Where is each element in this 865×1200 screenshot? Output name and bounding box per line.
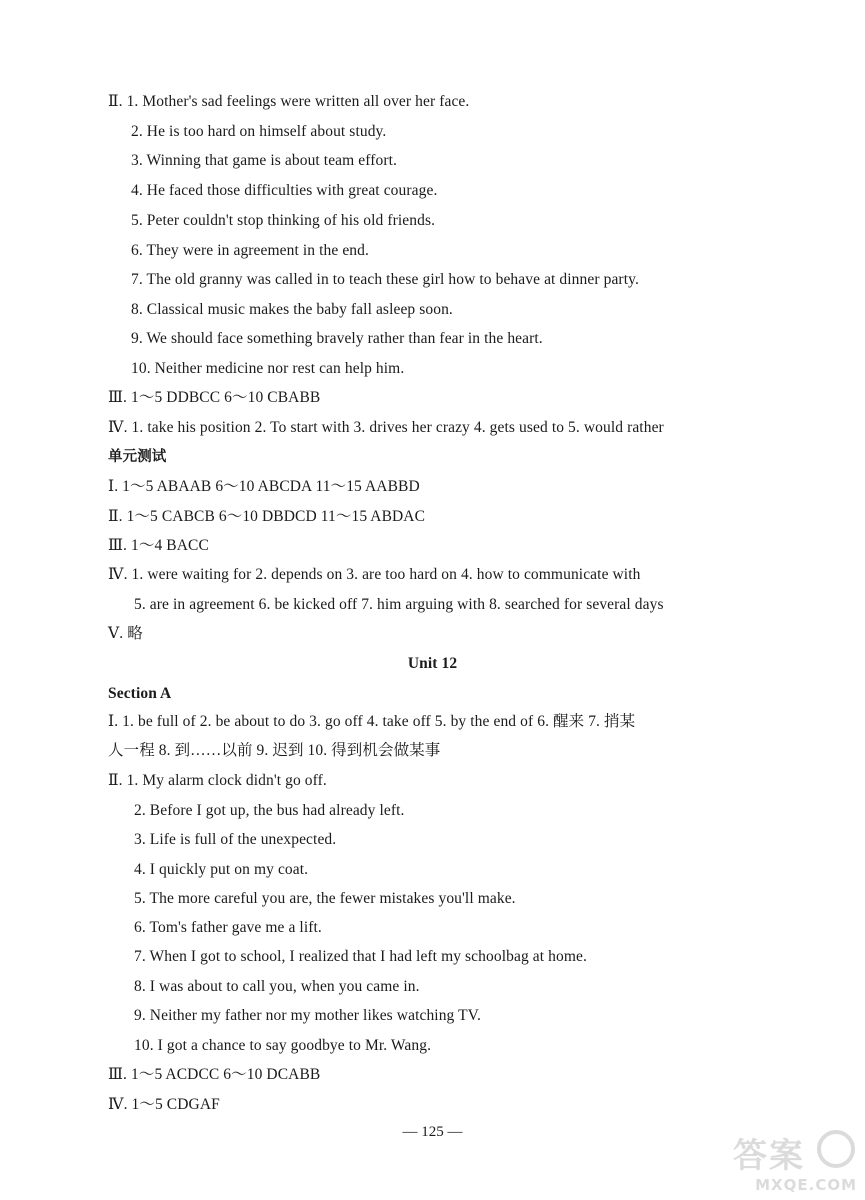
answer-line: 9. We should face something bravely rather than fear in the heart. <box>131 330 543 347</box>
answer-line: Ⅳ. 1. were waiting for 2. depends on 3. are too hard on 4. how to communicate with <box>108 566 641 583</box>
answer-line: 3. Life is full of the unexpected. <box>134 831 337 848</box>
answer-line: 8. Classical music makes the baby fall asleep soon. <box>131 301 453 318</box>
watermark-text: 答案 <box>733 1136 805 1176</box>
answer-line: 3. Winning that game is about team effort. <box>131 152 398 169</box>
answer-line: 7. When I got to school, I realized that I had left my schoolbag at home. <box>134 948 587 965</box>
answer-line: Ⅲ. 1～5 DDBCC 6～10 CBABB <box>108 389 321 406</box>
answer-line: 人一程 8. 到……以前 9. 迟到 10. 得到机会做某事 <box>108 742 441 759</box>
answer-line: 5. The more careful you are, the fewer mistakes you'll make. <box>134 890 516 907</box>
answer-line: Ⅲ. 1～5 ACDCC 6～10 DCABB <box>108 1066 321 1083</box>
answer-line: Ⅱ. 1. My alarm clock didn't go off. <box>108 772 327 789</box>
answer-line: Ⅰ. 1. be full of 2. be about to do 3. go off 4. take off 5. by the end of 6. 醒来 7. 捎某 <box>108 713 636 730</box>
unit-title: Unit 12 <box>407 655 458 672</box>
answer-line: 6. They were in agreement in the end. <box>131 242 369 259</box>
answer-line: 5. Peter couldn't stop thinking of his old friends. <box>131 212 436 229</box>
page-number: — 125 — <box>402 1124 463 1140</box>
unit-test-heading: 单元测试 <box>108 449 167 465</box>
answer-line: 8. I was about to call you, when you came in. <box>134 978 420 995</box>
answer-line: 10. I got a chance to say goodbye to Mr. Wang. <box>134 1037 432 1054</box>
answer-line: 6. Tom's father gave me a lift. <box>134 919 322 936</box>
answer-line: 9. Neither my father nor my mother likes watching TV. <box>134 1007 481 1024</box>
answer-line: 2. He is too hard on himself about study. <box>131 123 387 140</box>
section-title: Section A <box>108 685 172 702</box>
answer-line: Ⅱ. 1～5 CABCB 6～10 DBDCD 11～15 ABDAC <box>108 508 426 525</box>
answer-line: Ⅰ. 1～5 ABAAB 6～10 ABCDA 11～15 AABBD <box>108 478 420 495</box>
answer-line: Ⅳ. 1～5 CDGAF <box>108 1096 220 1113</box>
answer-line: Ⅱ. 1. Mother's sad feelings were written all over her face. <box>108 93 470 110</box>
answer-line: 2. Before I got up, the bus had already left. <box>134 802 405 819</box>
answer-line: 5. are in agreement 6. be kicked off 7. him arguing with 8. searched for several days <box>134 596 664 613</box>
answer-line: 7. The old granny was called in to teach these girl how to behave at dinner party. <box>131 271 639 288</box>
answer-line: Ⅴ. 略 <box>108 625 143 642</box>
watermark-circle-icon <box>817 1130 855 1168</box>
watermark-domain: MXQE.COM <box>755 1176 857 1194</box>
answer-line: 10. Neither medicine nor rest can help him. <box>131 360 405 377</box>
answer-line: Ⅳ. 1. take his position 2. To start with 3. drives her crazy 4. gets used to 5. would rather <box>108 419 664 436</box>
answer-line: Ⅲ. 1～4 BACC <box>108 537 209 554</box>
answer-line: 4. I quickly put on my coat. <box>134 861 309 878</box>
watermark-logo <box>729 1126 857 1194</box>
answer-line: 4. He faced those difficulties with great courage. <box>131 182 438 199</box>
